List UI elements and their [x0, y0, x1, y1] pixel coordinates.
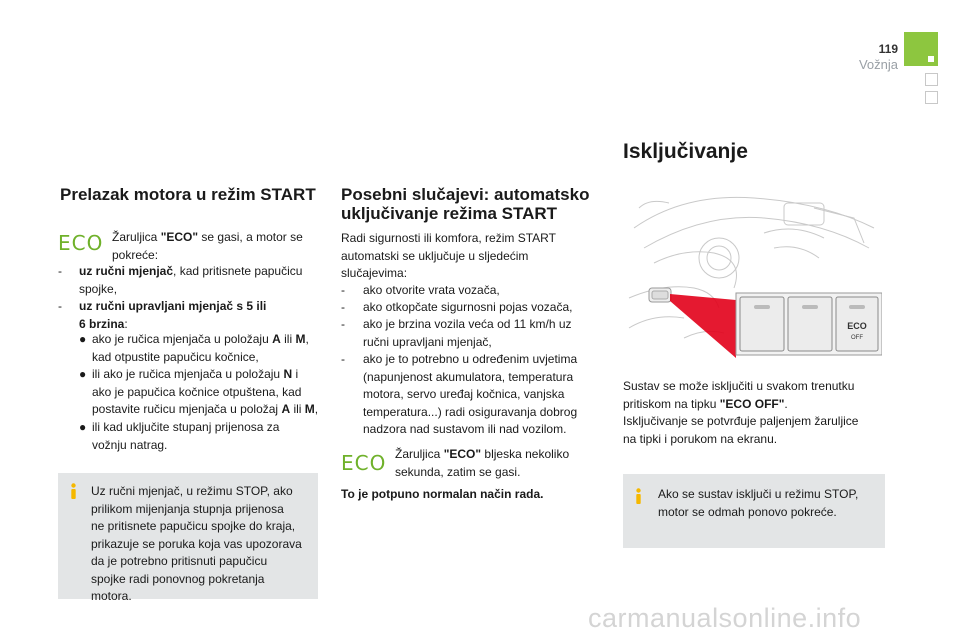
info-line: Uz ručni mjenjač, u režimu STOP, ako	[91, 484, 293, 498]
info-text	[91, 483, 316, 606]
sub-list-item: ili ako je ručica mjenjača u položaju N i ako je papučica kočnice otpuštena, kad postavite ručicu mjenjača u položaj A ili M,	[92, 367, 319, 416]
watermark: carmanualsonline.info	[588, 603, 862, 633]
info-line: prikazuje se poruka koja vas upozorava	[91, 536, 302, 551]
info-text	[658, 486, 878, 521]
callout-pointer	[670, 294, 736, 358]
chapter-tab-active[interactable]	[904, 32, 938, 66]
eco-indicator-icon: ECO	[341, 451, 387, 475]
section-title: Vožnja	[858, 57, 898, 72]
intro-text	[341, 230, 591, 283]
sub-list-item: ako je ručica mjenjača u položaju A ili M, kad otpustite papučicu kočnice,	[92, 332, 309, 364]
info-line: da je potrebno pritisnuti papučicu	[91, 554, 268, 568]
text-line: Isključivanje se potvrđuje paljenjem žaruljice	[623, 414, 859, 428]
eco-indicator-icon: ECO	[58, 231, 104, 255]
info-line: Ako se sustav isključi u režimu STOP,	[658, 487, 859, 501]
info-line: motora.	[91, 589, 132, 603]
eco-description: Žaruljica "ECO" bljeska nekoliko sekunda, zatim se gasi.	[395, 447, 570, 479]
info-line: prilikom mijenjanja stupnja prijenosa	[91, 501, 284, 516]
list-item: uz ručni mjenjač, kad pritisnete papučicu spojke,	[79, 264, 303, 296]
list-item: ako je to potrebno u određenim uvjetima (napunjenost akumulatora, temperatura motora, servo uređaj kočnica, vanjska temperatura...) radi osiguravanja dobrog nadzora nad sustavom ili nad vozilom.	[363, 352, 578, 436]
list-dash: -	[58, 299, 62, 313]
info-icon	[67, 483, 80, 499]
list-dash: -	[341, 283, 345, 297]
eco-description: Žaruljica "ECO" se gasi, a motor se pokreće:	[112, 230, 303, 262]
bullet-icon: ●	[79, 332, 87, 346]
page-number: 119	[878, 42, 898, 56]
list-dash: -	[58, 264, 62, 278]
section-heading: Prelazak motora u režim START	[60, 185, 316, 204]
bullet-icon: ●	[79, 367, 87, 381]
list-dash: -	[341, 300, 345, 314]
list-dash: -	[341, 317, 345, 331]
list-item: ako otkopčate sigurnosni pojas vozača,	[363, 300, 573, 314]
list-item: ako otvorite vrata vozača,	[363, 283, 500, 297]
bullet-icon: ●	[79, 420, 87, 434]
chapter-tab[interactable]	[925, 91, 938, 104]
off-button-label: OFF	[851, 335, 863, 341]
list-item: ako je brzina vozila veća od 11 km/h uz ručni upravljani mjenjač,	[363, 317, 572, 349]
text-line: Radi sigurnosti ili komfora, režim START	[341, 231, 556, 245]
text-line: Sustav se može isključiti u svakom trenutku	[623, 379, 855, 393]
info-line: motor se odmah ponovo pokreće.	[658, 504, 837, 519]
heading-line: Posebni slučajevi: automatsko	[341, 185, 590, 204]
list-item: uz ručni upravljani mjenjač s 5 ili 6 brzina:	[79, 299, 267, 331]
info-icon	[632, 488, 645, 504]
sub-list-item: ili kad uključite stupanj prijenosa za vožnju natrag.	[92, 420, 280, 452]
info-line: ne pritisnete papučicu spojke do kraja,	[91, 519, 296, 533]
eco-button-small-icon	[649, 288, 671, 302]
info-box	[623, 474, 885, 548]
dashboard-eco-off-illustration	[624, 188, 882, 358]
info-line: spojke radi ponovnog pokretanja	[91, 571, 265, 586]
section-heading	[341, 185, 601, 223]
bold-note: To je potpuno normalan način rada.	[341, 487, 544, 501]
tab-marker-icon	[928, 56, 934, 62]
text-line: slučajevima:	[341, 266, 408, 280]
list-dash: -	[341, 352, 345, 366]
info-box	[58, 473, 318, 603]
text-line: pritiskom na tipku "ECO OFF".	[623, 396, 788, 411]
text-line: automatski se uključuje u sljedećim	[341, 248, 529, 263]
section-heading: Isključivanje	[623, 140, 748, 163]
heading-line: uključivanje režima START	[341, 204, 558, 223]
text-line: na tipki i porukom na ekranu.	[623, 431, 778, 446]
description-text	[623, 378, 888, 448]
eco-button-label: ECO	[847, 321, 867, 331]
chapter-tab[interactable]	[925, 73, 938, 86]
